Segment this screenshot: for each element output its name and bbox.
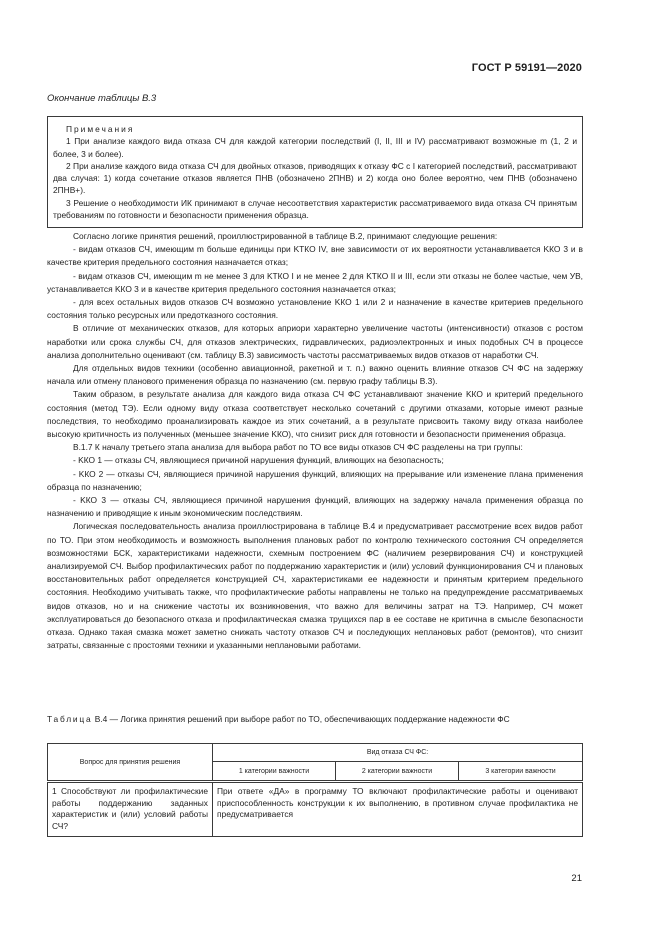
column-header-category-3: 3 категории важности	[459, 762, 583, 782]
notes-title: Примечания	[66, 124, 135, 134]
paragraph: Таким образом, в результате анализа для каждого вида отказа СЧ ФС устанавливают значение KКО и критерий предельного состояния (метод ТЭ). Если одному виду отказа соответствует несколько сочетаний с другими отказами, которые имеют разные последствия, то необходимо проанализировать каждое из этих сочетаний, а в результате присвоить такому виду отказа наиболее высокую критичность из полученных (меньшее значение KКО), что снизит риск для готовности и безопасности применения образца.	[47, 389, 583, 440]
decision-table	[47, 743, 583, 837]
paragraph: Для отдельных видов техники (особенно авиационной, ракетной и т. п.) важно оценить влияние отказов СЧ ФС на задержку начала или отмену планового применения образца по назначению (см. первую графу таблицы В.3).	[47, 363, 583, 387]
table-cell-question: 1 Способствуют ли профилактические работы поддержанию заданных характеристик и (или) условий работы СЧ?	[48, 782, 213, 837]
paragraph: Логическая последовательность анализа проиллюстрирована в таблице В.4 и предусматривает рассмотрение всех видов работ по ТО. При этом необходимость и возможность выполнения плановых работ по контролю технического состояния СЧ определяется возможностями БСК, характеристиками надежности, схемным построением ФС (наличием резервирования СЧ) и конструкцией анализируемой СЧ. Выбор профилактических работ по поддержанию характеристик и (или) условий функционирования СЧ и плановых восстановительных работ определяется конструкцией СЧ, характеристиками ее надежности и принятым критерием предельного состояния. Необходимо учитывать также, что профилактические работы направлены не только на предупреждение рассматриваемых видов отказов, но и на снижение частоты их возникновения, что важно для величины затрат на ТЭ. Например, СЧ может эксплуатироваться до безопасного отказа и профилактическая смазка трущихся пар в ее составе не критична в смысле безопасности отказа. Однако такая смазка может заметно снижать частоту отказов СЧ и последующих неплановых работ (ремонтов), что снизит затраты, связанные с простоями техники и указанными неплановыми работами.	[47, 521, 583, 651]
table-caption-label: Таблица	[47, 714, 93, 724]
paragraph: - KКО 1 — отказы СЧ, являющиеся причиной нарушения функций, влияющих на безопасность;	[73, 455, 444, 466]
table-continuation-caption: Окончание таблицы В.3	[47, 93, 157, 104]
column-header-category-1: 1 категории важности	[213, 762, 336, 782]
column-header-category-2: 2 категории важности	[336, 762, 459, 782]
note-item: 1 При анализе каждого вида отказа СЧ для каждой категории последствий (I, II, III и IV) рассматривают возможные m (1, 2 и более, 3 и более).	[53, 136, 577, 159]
note-item: 2 При анализе каждого вида отказа СЧ для двойных отказов, приводящих к отказу ФС с I категорией последствий, рассматривают два случая: 1) когда сочетание отказов является ПНВ (обозначено 2ПНВ) и 2) когда оно более вероятно, чем ПНВ (обозначено 2ПНВ+).	[53, 160, 577, 196]
table-cell-answer: При ответе «ДА» в программу ТО включают профилактические работы и оценивают приспособленность конструкции к их выполнению, в противном случае профилактика не предусматривается	[213, 782, 583, 837]
paragraph: В отличие от механических отказов, для которых априори характерно увеличение частоты (интенсивности) отказов с ростом наработки или срока службы СЧ, для отказов электрических, гидравлических, радиоэлектронных и иных подобных СЧ в процессе анализа дополнительно оценивают (см. таблицу В.3) зависимость частоты рассматриваемых видов отказов от наработки СЧ.	[47, 323, 583, 360]
column-header-failure-type: Вид отказа СЧ ФС:	[213, 744, 583, 762]
paragraph: - KКО 3 — отказы СЧ, являющиеся причиной нарушения функций, влияющих на задержку начала применения образца по назначению и приводящие к иным экономическим последствиям.	[47, 495, 583, 519]
table-caption-text: В.4 — Логика принятия решений при выборе работ по ТО, обеспечивающих поддержание надежности ФС	[92, 714, 510, 724]
paragraph: - для всех остальных видов отказов СЧ возможно установление KКО 1 или 2 и назначение в качестве критериев предельного состояния только ресурсных или предотказного состояния.	[47, 297, 583, 321]
paragraph: - видам отказов СЧ, имеющим m не менее 3 для KТКО I и не менее 2 для KТКО II и III, если эти отказы не более частые, чем УВ, устанавливается KКО 3 и в качестве критерия предельного состояния назначается отказ;	[47, 270, 583, 294]
column-header-question: Вопрос для принятия решения	[48, 744, 213, 782]
page-number: 21	[571, 873, 582, 884]
note-item: 3 Решение о необходимости ИК принимают в случае несоответствия характеристик рассматриваемого вида отказа СЧ принятым требованиям по готовности и безопасности применения образца.	[53, 197, 577, 221]
paragraph: - видам отказов СЧ, имеющим m больше единицы при KТКО IV, вне зависимости от их вероятности устанавливается KКО 3 и в качестве критерия предельного состояния назначается отказ;	[47, 244, 583, 268]
paragraph: Согласно логике принятия решений, проиллюстрированной в таблице В.2, принимают следующие решения:	[73, 231, 498, 241]
table-caption	[47, 713, 583, 726]
standard-header: ГОСТ Р 59191—2020	[471, 62, 582, 74]
body-text	[47, 230, 583, 653]
paragraph: В.1.7 К началу третьего этапа анализа для выбора работ по ТО все виды отказов СЧ ФС разделены на три группы:	[73, 442, 523, 453]
paragraph: - KКО 2 — отказы СЧ, являющиеся причиной нарушения функций, влияющих на прерывание или изменение плана применения образца по назначению;	[47, 468, 583, 492]
notes-box	[47, 116, 583, 228]
